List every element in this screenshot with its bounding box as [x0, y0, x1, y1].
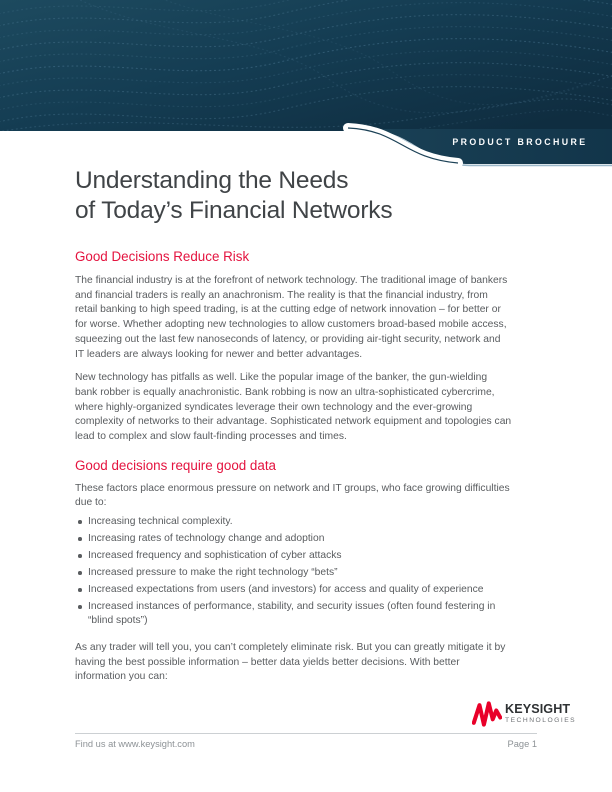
bullet-item: Increased instances of performance, stability, and security issues (often found festering in “blind spots”)	[75, 600, 512, 627]
page-number: Page 1	[507, 739, 537, 749]
bullet-item: Increasing technical complexity.	[75, 515, 512, 528]
main-content	[75, 166, 538, 685]
page-footer	[75, 733, 537, 749]
paragraph-these-factors: These factors place enormous pressure on network and IT groups, who face growing difficulties due to:	[75, 482, 510, 509]
paragraph-financial-industry: The financial industry is at the forefront of network technology. The traditional image of bankers and financial traders is really an anachronism. The reality is that the financial industry, from retail banking to high speed trading, is at the cutting edge of network innovation – for better or for worse. Whether adopting new technologies to allow customers broad-based mobile access, squeezing out the last few nanoseconds of latency, or providing air-tight security, network and IT leaders are always looking for newer and better advantages.	[75, 275, 508, 360]
brand-name: KEYSIGHT	[505, 702, 571, 716]
product-brochure-badge: PRODUCT BROCHURE	[452, 137, 588, 147]
bullet-list	[75, 515, 512, 627]
page-title-line1: Understanding the Needs	[75, 167, 349, 194]
section-heading-good-data: Good decisions require good data	[75, 457, 276, 473]
bullet-item: Increased expectations from users (and investors) for access and quality of experience	[75, 583, 512, 596]
page-title-line2: of Today’s Financial Networks	[75, 197, 393, 224]
page-title	[75, 166, 538, 226]
footer-link-keysight[interactable]: Find us at www.keysight.com	[75, 739, 195, 749]
bullet-item: Increased frequency and sophistication of cyber attacks	[75, 549, 512, 562]
keysight-spark-icon	[472, 701, 502, 727]
brand-subname: TECHNOLOGIES	[505, 717, 577, 724]
keysight-logo	[472, 701, 576, 727]
bullet-item: Increased pressure to make the right technology “bets”	[75, 566, 512, 579]
paragraph-as-any-trader: As any trader will tell you, you can’t completely eliminate risk. But you can greatly mitigate it by having the best possible information – better data yields better decisions. With better information you can:	[75, 641, 506, 683]
section-heading-good-decisions-reduce-risk: Good Decisions Reduce Risk	[75, 249, 250, 264]
paragraph-new-technology: New technology has pitfalls as well. Like the popular image of the banker, the gun-wielding bank robber is equally anachronistic. Bank robbing is now an ultra-sophisticated cybercrime, where highly-organized syndicates leverage their own technology and the ever-growing complexity of networks to their advantage. Sophisticated network equipment and topologies can lead to complex and slow fault-finding processes and times.	[75, 372, 512, 443]
bullet-item: Increasing rates of technology change and adoption	[75, 532, 512, 545]
